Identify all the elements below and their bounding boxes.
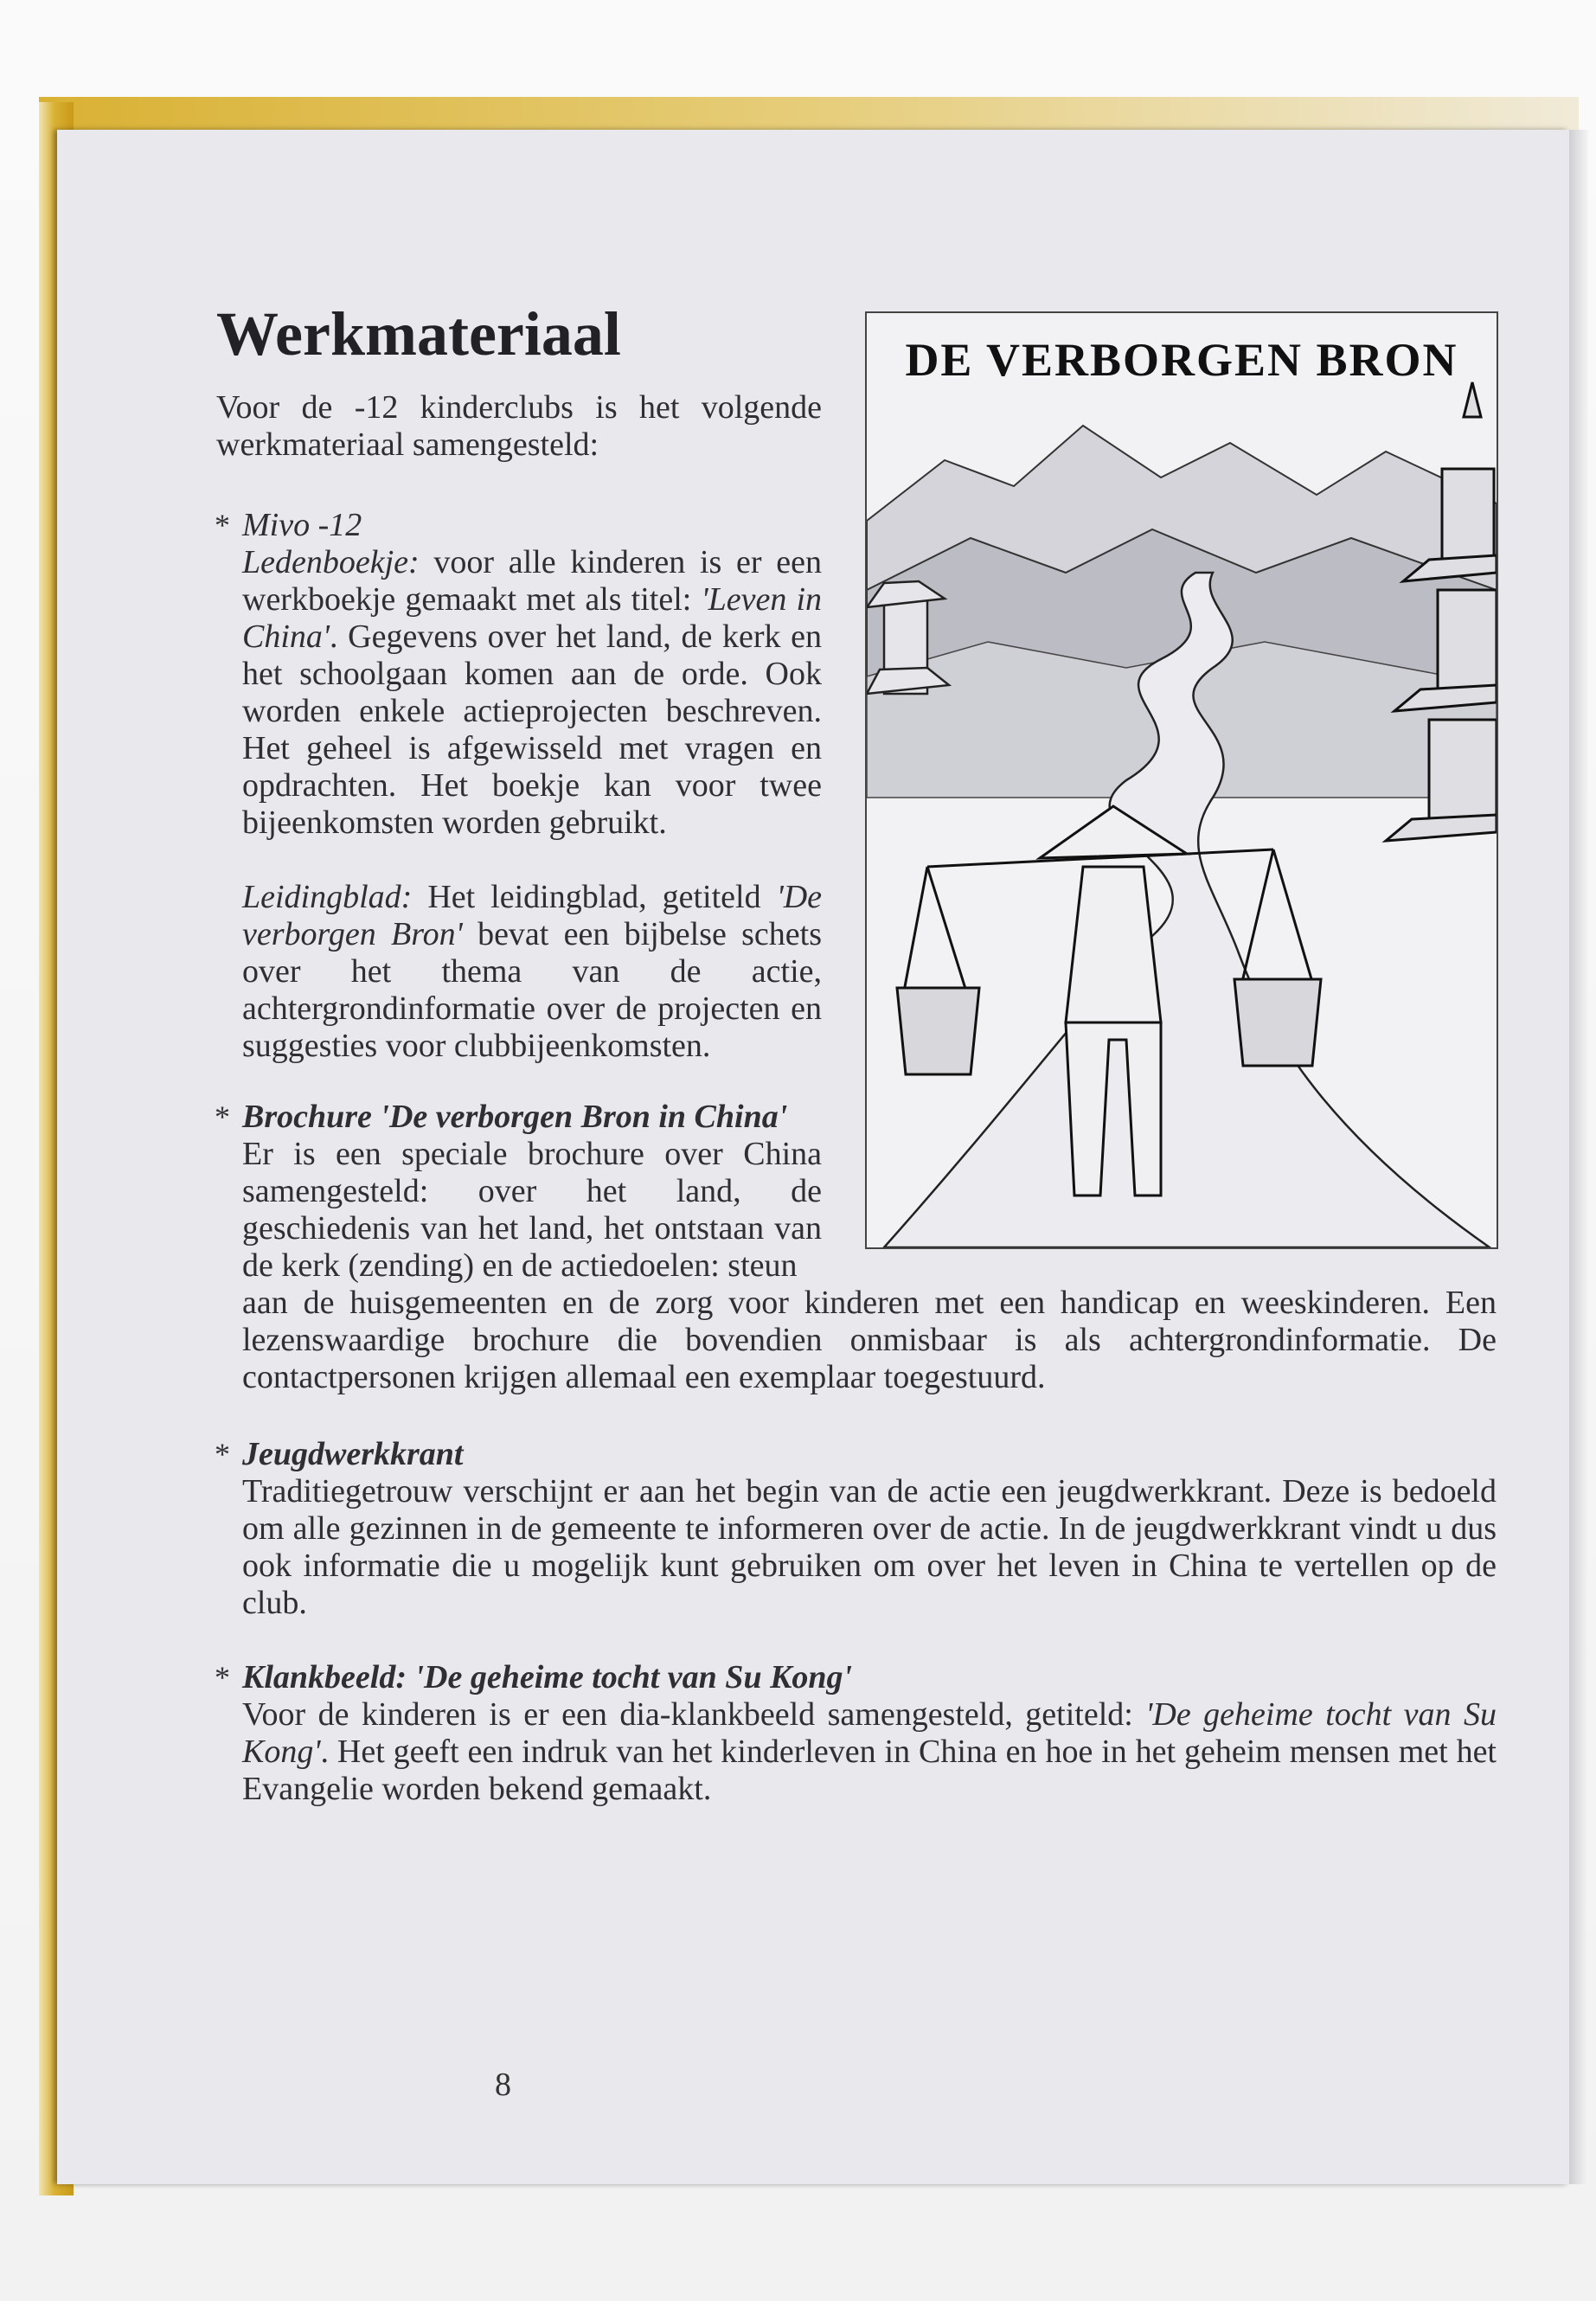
ledenboekje-paragraph: Ledenboekje: voor alle kinderen is er een werkboekje gemaakt met als titel: 'Leven in China'. Gegevens over het land, de kerk en het schoolgaan komen aan de orde. Ook worden enkele actieprojecten beschreven. Het geheel is afgewisseld met vragen en opdrachten. Het boekje kan voor twee bijeenkomsten worden gebruikt. [242,544,822,841]
illustration-frame [865,311,1498,1249]
jeugdwerkkrant-paragraph: Traditiegetrouw verschijnt er aan het begin van de actie een jeugdwerkkrant. Deze is bedoeld om alle gezinnen in de gemeente te informeren over de actie. In de jeugdwerkkrant vindt u dus ook informatie die u mogelijk kunt gebruiken om over het leven in China te vertellen op de club. [242,1473,1497,1621]
klankbeeld-paragraph: Voor de kinderen is er een dia-klankbeeld samengesteld, getiteld: 'De geheime tocht van Su Kong'. Het geeft een indruk van het kinderleven in China en hoe in het geheim mensen met het Evangelie worden bekend gemaakt. [242,1696,1497,1807]
page-number: 8 [495,2067,511,2103]
intro-paragraph: Voor de -12 kinderclubs is het volgende werkmateriaal samengesteld: [216,389,822,463]
item-heading-jeugdwerkkrant: Jeugdwerkkrant [242,1436,464,1472]
ledenboekje-label: Ledenboekje: [242,544,420,580]
landscape-illustration-icon [867,313,1497,1247]
klankbeeld-title: 'De geheime tocht van Su Kong' [242,1696,1497,1770]
brochure-paragraph-narrow: Er is een speciale brochure over China samengesteld: over het land, de geschiedenis van het land, het ontstaan van de kerk (zending) en de actiedoelen: steun [242,1136,822,1284]
item-heading-klankbeeld: Klankbeeld: 'De geheime tocht van Su Kong' [242,1659,853,1695]
item-heading-mivo: Mivo -12 [242,507,362,543]
brochure-paragraph-wide: aan de huisgemeenten en de zorg voor kinderen met een handicap en weeskinderen. Een lezenswaardige brochure die bovendien onmisbaar is als achtergrondinformatie. De contactpersonen krijgen allemaal een exemplaar toegestuurd. [242,1285,1497,1395]
ledenboekje-title: 'Leven in China' [242,581,822,655]
bullet-star: * [215,1099,230,1134]
bullet-star: * [215,1660,230,1695]
illustration-caption: DE VERBORGEN BRON [905,334,1458,386]
bullet-star: * [215,1437,230,1471]
page-edge-right [1569,130,1588,2184]
leidingblad-label: Leidingblad: [242,879,413,915]
leidingblad-title: 'De verborgen Bron' [242,879,822,952]
leidingblad-paragraph: Leidingblad: Het leidingblad, getiteld 'De verborgen Bron' bevat een bijbelse schets over het thema van de actie, achtergrondinformatie over de projecten en suggesties voor clubbijeenkomsten. [242,879,823,1064]
item-heading-brochure: Brochure 'De verborgen Bron in China' [242,1099,788,1135]
bullet-star: * [215,508,230,542]
page-title: Werkmateriaal [216,299,621,369]
